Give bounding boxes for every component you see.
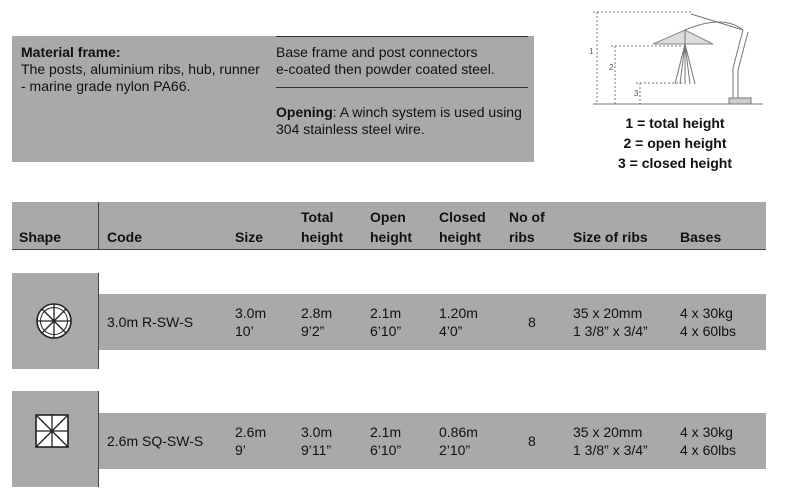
col-total-line2: height bbox=[301, 229, 343, 245]
cell-size-imperial: 9’ bbox=[235, 442, 246, 458]
diagram-marker-2: 2 bbox=[609, 63, 614, 72]
cell-closed-imperial: 2’10” bbox=[439, 442, 471, 458]
cell-closed-height bbox=[439, 423, 478, 459]
cell-rib-imperial: 1 3/8” x 3/4” bbox=[573, 442, 648, 458]
cell-open-metric: 2.1m bbox=[370, 305, 402, 321]
table-row bbox=[99, 294, 766, 350]
cell-rib-imperial: 1 3/8” x 3/4” bbox=[573, 323, 648, 339]
col-size: Size bbox=[235, 229, 264, 245]
diagram-marker-3: 3 bbox=[634, 89, 639, 98]
cell-bases-metric: 4 x 30kg bbox=[680, 424, 733, 440]
cell-open-imperial: 6’10” bbox=[370, 323, 402, 339]
material-frame-label: Material frame: bbox=[21, 44, 121, 60]
header-bottom-rule bbox=[12, 249, 766, 250]
cell-size-metric: 2.6m bbox=[235, 424, 267, 440]
cell-total-height bbox=[301, 304, 332, 340]
opening-text: : A winch system is used using 304 stainless steel wire. bbox=[276, 104, 522, 137]
table-row-shape-cell bbox=[12, 273, 99, 369]
height-legend bbox=[590, 113, 760, 173]
material-info-box bbox=[12, 36, 534, 162]
cell-size-of-ribs bbox=[573, 304, 648, 340]
cell-total-imperial: 9’2” bbox=[301, 323, 325, 339]
cell-rib-metric: 35 x 20mm bbox=[573, 305, 643, 321]
cell-size-metric: 3.0m bbox=[235, 305, 267, 321]
cell-total-height bbox=[301, 423, 332, 459]
cell-open-height bbox=[370, 304, 401, 340]
cell-code: 2.6m SQ-SW-S bbox=[107, 433, 204, 449]
cell-bases-imperial: 4 x 60lbs bbox=[680, 323, 737, 339]
col-open-line1: Open bbox=[370, 209, 406, 225]
col-code: Code bbox=[107, 229, 142, 245]
cell-total-imperial: 9’11” bbox=[301, 442, 332, 458]
col-open-line2: height bbox=[370, 229, 412, 245]
cell-open-height bbox=[370, 423, 401, 459]
cell-code: 3.0m R-SW-S bbox=[107, 314, 194, 330]
base-frame-text-2: e-coated then powder coated steel. bbox=[276, 61, 495, 77]
cell-bases-metric: 4 x 30kg bbox=[680, 305, 733, 321]
col-bases: Bases bbox=[680, 229, 722, 245]
col-no-of-ribs bbox=[509, 207, 545, 247]
cell-closed-imperial: 4’0” bbox=[439, 323, 463, 339]
cell-total-metric: 3.0m bbox=[301, 424, 333, 440]
col-closed-line1: Closed bbox=[439, 209, 486, 225]
material-frame-text: The posts, aluminium ribs, hub, runner - marine grade nylon PA66. bbox=[21, 61, 260, 94]
col-ribs-line1: No of bbox=[509, 209, 545, 225]
legend-open-height: 2 = open height bbox=[623, 135, 727, 151]
col-closed-line2: height bbox=[439, 229, 481, 245]
cell-bases bbox=[680, 304, 736, 340]
col-closed-height bbox=[439, 207, 486, 247]
square-canopy-icon bbox=[34, 413, 70, 454]
cell-size-imperial: 10’ bbox=[235, 323, 254, 339]
opening-block bbox=[276, 104, 528, 138]
info-divider-mid bbox=[276, 87, 528, 88]
cell-no-of-ribs: 8 bbox=[528, 314, 536, 330]
base-frame-block bbox=[276, 44, 528, 137]
cell-closed-height bbox=[439, 304, 478, 340]
header-divider bbox=[98, 202, 99, 250]
info-divider-top bbox=[276, 36, 528, 37]
umbrella-height-diagram bbox=[583, 8, 773, 110]
col-open-height bbox=[370, 207, 412, 247]
cell-closed-metric: 1.20m bbox=[439, 305, 478, 321]
legend-total-height: 1 = total height bbox=[625, 115, 725, 131]
cell-size bbox=[235, 423, 266, 459]
table-header bbox=[12, 202, 766, 250]
round-canopy-icon bbox=[34, 301, 74, 346]
col-ribs-line2: ribs bbox=[509, 229, 535, 245]
material-frame-block bbox=[21, 44, 266, 95]
cell-bases-imperial: 4 x 60lbs bbox=[680, 442, 737, 458]
table-row bbox=[99, 413, 766, 469]
col-total-height bbox=[301, 207, 343, 247]
cell-closed-metric: 0.86m bbox=[439, 424, 478, 440]
opening-label: Opening bbox=[276, 104, 333, 120]
cell-total-metric: 2.8m bbox=[301, 305, 333, 321]
cell-size-of-ribs bbox=[573, 423, 648, 459]
col-size-of-ribs: Size of ribs bbox=[573, 229, 648, 245]
diagram-marker-1: 1 bbox=[589, 47, 594, 56]
cell-no-of-ribs: 8 bbox=[528, 433, 536, 449]
cell-open-imperial: 6’10” bbox=[370, 442, 402, 458]
base-frame-text-1: Base frame and post connectors bbox=[276, 44, 478, 60]
cell-open-metric: 2.1m bbox=[370, 424, 402, 440]
cell-bases bbox=[680, 423, 736, 459]
table-row-shape-cell bbox=[12, 391, 99, 487]
col-shape: Shape bbox=[19, 229, 62, 245]
cell-rib-metric: 35 x 20mm bbox=[573, 424, 643, 440]
col-total-line1: Total bbox=[301, 209, 334, 225]
legend-closed-height: 3 = closed height bbox=[618, 155, 732, 171]
cell-size bbox=[235, 304, 266, 340]
